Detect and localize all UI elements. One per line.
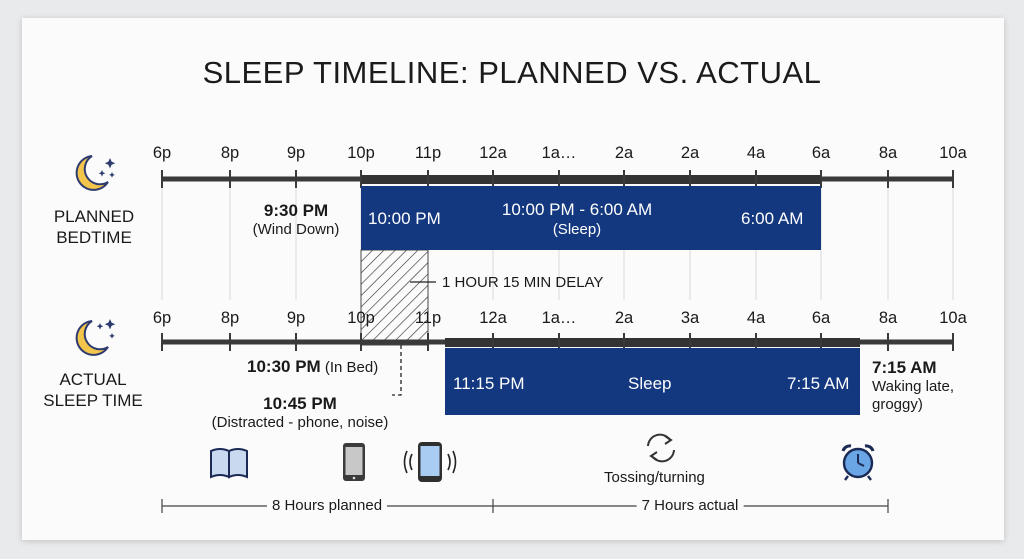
moon-stars-icon [77,156,116,190]
tick-label: 1a… [541,309,577,327]
actual-end-label: 7:15 AM [787,374,850,393]
diagram-title: SLEEP TIMELINE: PLANNED VS. ACTUAL [202,55,822,90]
tick-label: 8a [878,309,898,327]
tick-label: 6p [152,144,172,162]
planned-row-label [38,206,150,248]
tick-label: 6a [811,309,831,327]
tick-label: 6p [152,309,172,327]
planned-start-label: 10:00 PM [368,209,441,228]
tick-label: 10p [347,309,375,327]
planned-range: 10:00 PM - 6:00 AM [501,200,653,219]
actual-row-label [32,369,154,411]
tick-label: 12a [479,309,507,327]
wake-time: 7:15 AM [872,358,937,377]
wind-down-time: 9:30 PM [263,201,329,220]
planned-range-note: (Sleep) [552,221,602,238]
actual-row-label-line2: SLEEP TIME [43,391,143,410]
tick-label: 1a… [541,144,577,162]
tick-label: 3a [680,309,700,327]
planned-row-label-line2: BEDTIME [56,228,132,247]
tick-label: 2a [614,144,634,162]
actual-axis-highlight [445,338,860,347]
wake-note-line2: groggy) [872,396,923,413]
tick-label: 12a [479,144,507,162]
tick-label: 8p [220,144,240,162]
planned-end-label: 6:00 AM [741,209,804,228]
tick-label: 2a [680,144,700,162]
tick-label: 9p [286,309,306,327]
wake-annotation [872,359,954,414]
wind-down-note: (Wind Down) [252,221,340,238]
planned-duration-label: 8 Hours planned [267,497,387,514]
tick-label: 4a [746,144,766,162]
tick-label: 9p [286,144,306,162]
moon-stars-icon [77,319,116,355]
distracted-time: 10:45 PM [263,394,337,413]
tick-label: 8p [220,309,240,327]
wake-note-line1: Waking late, [872,378,954,395]
planned-row-label-line1: PLANNED [53,207,135,226]
tick-label: 10p [347,144,375,162]
delay-hatch [361,250,428,345]
in-bed-annotation [247,358,378,377]
distracted-note: (Distracted - phone, noise) [211,414,389,431]
tick-label: 11p [414,309,442,327]
tossing-label: Tossing/turning [604,469,705,486]
book-icon [211,449,247,477]
tick-label: 10a [939,309,967,327]
actual-start-label: 11:15 PM [453,374,525,393]
tick-label: 8a [878,144,898,162]
delay-label: 1 HOUR 15 MIN DELAY [442,274,604,291]
actual-duration-label: 7 Hours actual [637,497,744,514]
planned-axis-highlight [361,175,821,184]
refresh-arrows-icon [648,435,674,462]
phone-icon [343,443,365,481]
planned-range-label [487,200,667,240]
tick-label: 10a [939,144,967,162]
actual-row-label-line1: ACTUAL [59,370,127,389]
in-bed-note: (In Bed) [324,359,379,376]
wind-down-annotation [240,202,352,239]
distracted-callout [392,345,401,395]
tick-label: 2a [614,309,634,327]
in-bed-time: 10:30 PM [247,357,321,376]
alarm-clock-icon [843,446,873,480]
tick-label: 4a [746,309,766,327]
actual-sleep-label: Sleep [628,374,672,393]
tick-label: 11p [414,144,442,162]
distracted-annotation [200,395,400,432]
vibrating-phone-icon [405,442,456,482]
tick-label: 6a [811,144,831,162]
